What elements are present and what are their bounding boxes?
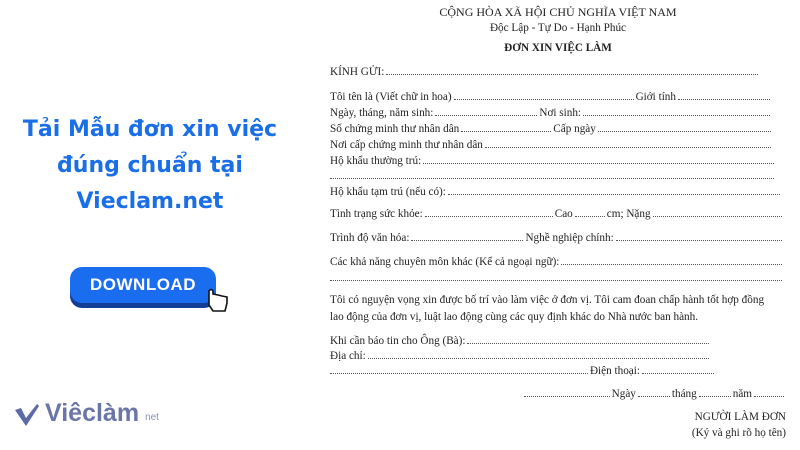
dob-label: Ngày, tháng, năm sinh: — [330, 107, 434, 119]
dotted-fill-line — [524, 389, 610, 397]
day-label: Ngày — [611, 388, 636, 400]
contact-label: Khi cần báo tin cho Ông (Bà): — [330, 335, 466, 347]
dotted-fill-line — [642, 366, 714, 374]
logo-word: Viêclàm — [45, 399, 140, 427]
dotted-fill-line — [386, 67, 758, 75]
dotted-fill-line — [616, 233, 782, 241]
dotted-fill-line — [461, 124, 551, 132]
dotted-fill-line — [699, 389, 731, 397]
dotted-fill-line — [575, 209, 605, 217]
country-header: CỘNG HÒA XÃ HỘI CHỦ NGHĨA VIỆT NAM — [439, 5, 677, 19]
height-label: Cao — [554, 208, 573, 220]
motto: Độc Lập - Tự Do - Hạnh Phúc — [489, 22, 627, 34]
headline-line: Tải Mẫu đơn xin việc — [22, 117, 278, 142]
headline-line: Vieclam.net — [76, 189, 224, 214]
promo-headline — [0, 112, 300, 220]
form-title: ĐƠN XIN VIỆC LÀM — [504, 42, 612, 54]
month-label: tháng — [671, 388, 697, 400]
phone-label: Điện thoại: — [589, 365, 640, 377]
dotted-fill-line — [598, 124, 771, 132]
issue-place-label: Nơi cấp chứng minh thư nhân dân — [330, 139, 483, 151]
dotted-fill-line — [754, 389, 784, 397]
to-label: KÍNH GỬI: — [330, 66, 385, 78]
dotted-fill-line — [638, 389, 670, 397]
name-label: Tôi tên là (Viết chữ in hoa) — [330, 91, 452, 103]
dotted-fill-line — [425, 209, 553, 217]
temporary-address-label: Hộ khẩu tạm trú (nếu có): — [330, 186, 446, 198]
health-label: Tình trạng sức khỏe: — [330, 208, 423, 220]
dotted-fill-line — [435, 108, 537, 116]
commitment-line: Tôi có nguyện vọng xin được bố trí vào làm việc ở đơn vị. Tôi cam đoan chấp hành tốt hợp đồng — [330, 294, 765, 306]
weight-label: cm; Nặng — [606, 208, 651, 220]
skills-label: Các khả năng chuyên môn khác (Kể cả ngoại ngữ): — [330, 256, 560, 268]
dotted-fill-line — [330, 171, 774, 179]
dotted-fill-line — [423, 156, 774, 164]
headline-line: đúng chuẩn tại — [57, 153, 243, 178]
applicant-label: NGƯỜI LÀM ĐƠN — [694, 411, 786, 423]
dotted-fill-line — [485, 140, 771, 148]
address-label: Địa chỉ: — [330, 350, 366, 362]
gender-label: Giới tính — [635, 91, 676, 103]
dotted-fill-line — [454, 92, 634, 100]
dotted-fill-line — [448, 187, 780, 195]
logo-suffix: net — [145, 412, 159, 423]
dotted-fill-line — [368, 351, 709, 359]
dotted-fill-line — [653, 209, 782, 217]
education-label: Trình độ văn hóa: — [330, 232, 410, 244]
dotted-fill-line — [583, 108, 770, 116]
id-label: Số chứng minh thư nhân dân — [330, 123, 460, 135]
dotted-fill-line — [330, 273, 782, 281]
birthplace-label: Nơi sinh: — [539, 107, 582, 119]
commitment-line: lao động của đơn vị, luật lao động cùng các quy định khác do Nhà nước ban hành. — [330, 311, 699, 323]
dotted-fill-line — [330, 366, 588, 374]
sign-note: (Ký và ghi rõ họ tên) — [691, 427, 786, 439]
download-button[interactable]: DOWNLOAD — [70, 267, 216, 303]
dotted-fill-line — [411, 233, 523, 241]
permanent-address-label: Hộ khẩu thường trú: — [330, 155, 422, 167]
dotted-fill-line — [678, 92, 770, 100]
logo-check-icon — [15, 404, 39, 426]
hand-cursor-icon — [200, 281, 230, 313]
vieclam-logo — [15, 400, 159, 426]
dotted-fill-line — [467, 336, 709, 344]
occupation-label: Nghề nghiệp chính: — [525, 232, 614, 244]
dotted-fill-line — [561, 257, 782, 265]
year-label: năm — [732, 388, 752, 400]
issue-date-label: Cấp ngày — [553, 123, 596, 135]
